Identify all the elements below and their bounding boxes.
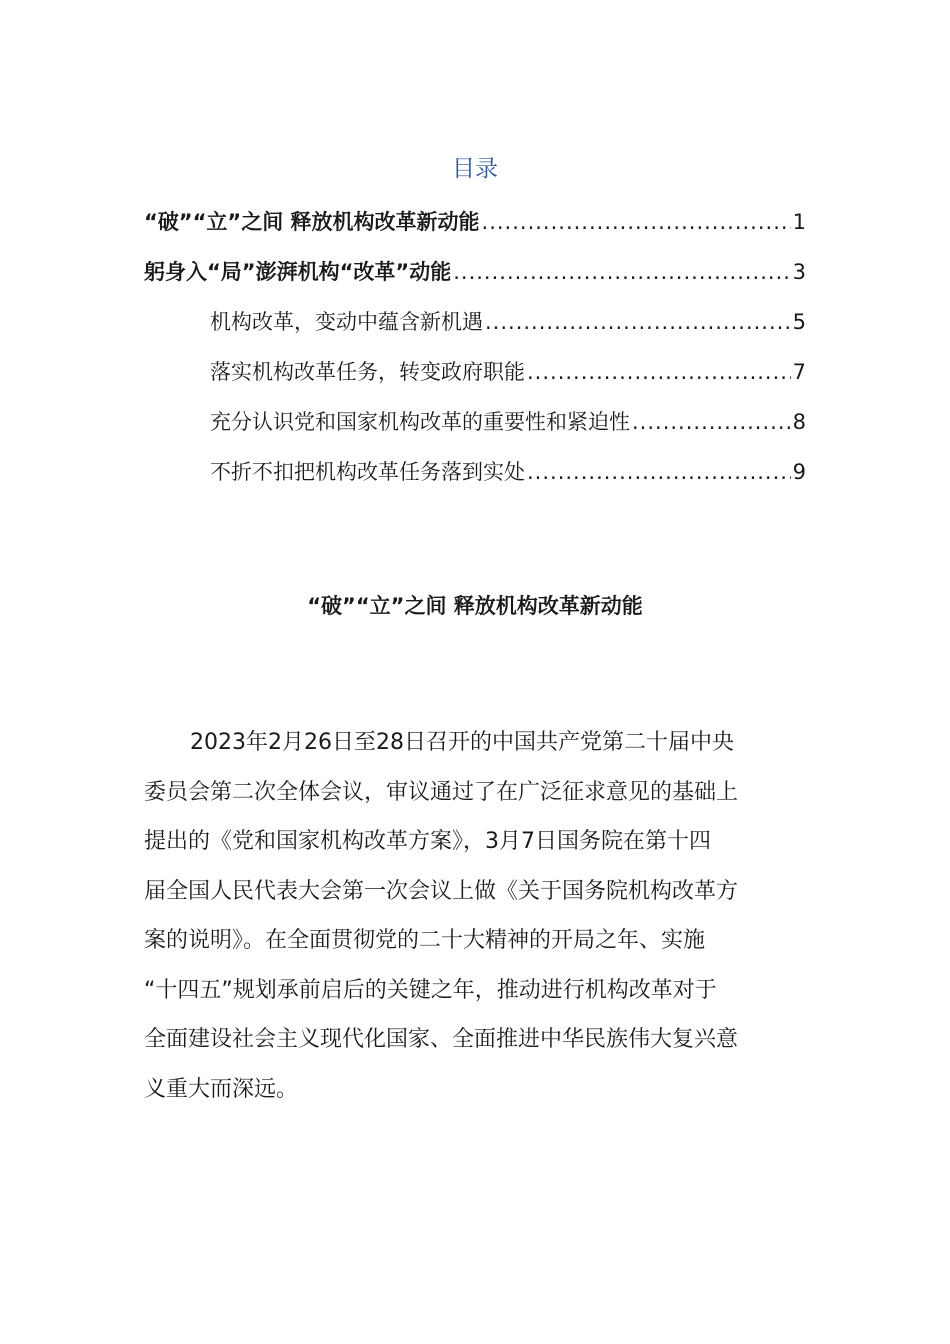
article-body: [144, 718, 806, 1114]
toc-entry[interactable]: [144, 247, 806, 297]
toc-leader-dots: [485, 297, 791, 347]
toc-heading: 目录: [452, 156, 498, 182]
toc-entry[interactable]: [144, 347, 806, 397]
toc-entry[interactable]: [144, 197, 806, 247]
paragraph-line: “十四五”规划承前启后的关键之年，推动进行机构改革对于: [144, 977, 717, 1003]
toc-leader-dots: [632, 397, 791, 447]
toc-entry-text: “破”“立”之间 释放机构改革新动能: [144, 210, 480, 234]
paragraph-line: 义重大而深远。: [144, 1076, 299, 1102]
toc-page-number: 9: [792, 460, 806, 484]
paragraph-line: 案的说明》。在全面贯彻党的二十大精神的开局之年、实施: [144, 928, 706, 953]
toc-entry-text: 不折不扣把机构改革任务落到实处: [210, 460, 525, 484]
paragraph-line: 全面建设社会主义现代化国家、全面推进中华民族伟大复兴意: [144, 1027, 739, 1052]
toc-leader-dots: [453, 247, 790, 297]
body-paragraph: [144, 718, 806, 1114]
toc-page-number: 3: [792, 260, 806, 284]
toc-page-number: 1: [792, 210, 806, 234]
toc-entry-text: 躬身入“局”澎湃机构“改革”动能: [144, 260, 452, 284]
toc-page-number: 7: [792, 360, 806, 384]
paragraph-line: 2023年2月26日至28日召开的中国共产党第二十届中央: [190, 730, 734, 755]
toc-entry-text: 充分认识党和国家机构改革的重要性和紧迫性: [210, 410, 630, 434]
toc-entry[interactable]: [144, 297, 806, 347]
toc-entry[interactable]: [144, 397, 806, 447]
article-title: “破”“立”之间 释放机构改革新动能: [307, 594, 643, 618]
toc-entry[interactable]: [144, 447, 806, 497]
paragraph-line: 委员会第二次全体会议，审议通过了在广泛征求意见的基础上: [144, 779, 739, 805]
toc-leader-dots: [482, 197, 791, 247]
table-of-contents: [144, 197, 806, 497]
toc-leader-dots: [527, 347, 791, 397]
toc-leader-dots: [527, 447, 791, 497]
toc-entry-text: 落实机构改革任务，转变政府职能: [210, 360, 525, 384]
toc-page-number: 5: [792, 310, 806, 334]
paragraph-line: 提出的《党和国家机构改革方案》，3月7日国务院在第十四: [144, 829, 711, 854]
toc-entry-text: 机构改革，变动中蕴含新机遇: [210, 310, 483, 334]
paragraph-line: 届全国人民代表大会第一次会议上做《关于国务院机构改革方: [144, 878, 739, 904]
toc-page-number: 8: [792, 410, 806, 434]
